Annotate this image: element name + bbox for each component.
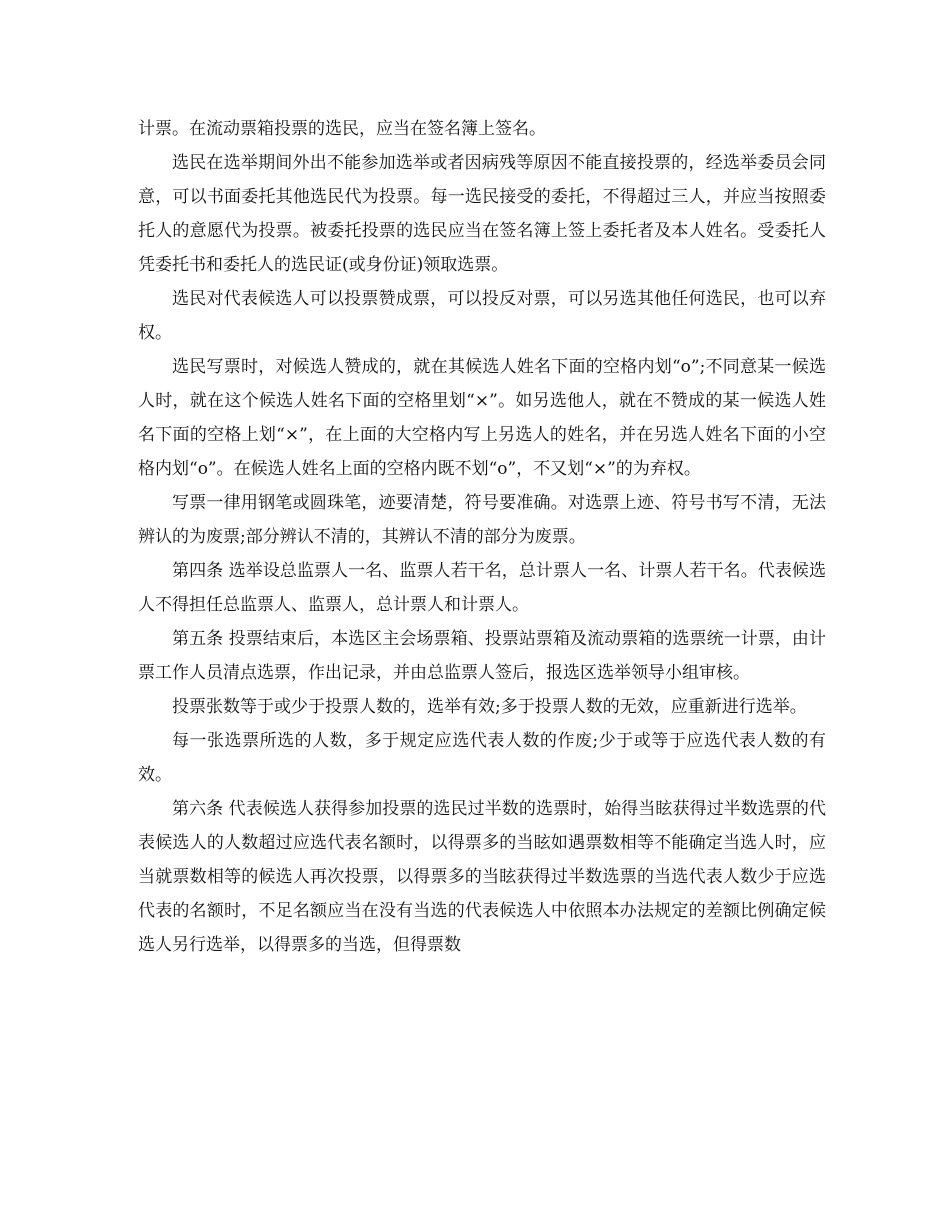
paragraph: 计票。在流动票箱投票的选民，应当在签名簿上签名。 — [138, 119, 546, 139]
article-paragraph: 第六条 代表候选人获得参加投票的选民过半数的选票时，始得当眩获得过半数选票的代表候选人的人数超过应选代表名额时，以得票多的当眩如遇票数相等不能确定当选人时，应当就票数相等的候选人再次投票，以得票多的当眩获得过半数选票的当选代表人数少于应选代表的名额时，不足名额应当在没有当选的代表候选人中依照本办法规定的差额比例确定候选人另行选举，以得票多的当选，但得票数 — [138, 799, 826, 955]
paragraph: 选民写票时，对候选人赞成的，就在其候选人姓名下面的空格内划“o”;不同意某一候选人时，就在这个候选人姓名下面的空格里划“×”。如另选他人，就在不赞成的某一候选人姓名下面的空格上划“×”，在上面的大空格内写上另选人的姓名，并在另选人姓名下面的小空格内划“o”。在候选人姓名上面的空格内既不划“o”，不又划“×”的为弃权。 — [138, 357, 826, 479]
article-paragraph: 第五条 投票结束后，本选区主会场票箱、投票站票箱及流动票箱的选票统一计票，由计票工作人员清点选票，作出记录，并由总监票人签后，报选区选举领导小组审核。 — [138, 629, 826, 683]
paragraph: 选民在选举期间外出不能参加选举或者因病残等原因不能直接投票的，经选举委员会同意，可以书面委托其他选民代为投票。每一选民接受的委托，不得超过三人，并应当按照委托人的意愿代为投票。被委托投票的选民应当在签名簿上签上委托者及本人姓名。受委托人凭委托书和委托人的选民证(或身份证)领取选票。 — [138, 153, 826, 275]
article-paragraph: 第四条 选举设总监票人一名、监票人若干名，总计票人一名、计票人若干名。代表候选人不得担任总监票人、监票人，总计票人和计票人。 — [138, 561, 826, 615]
paragraph: 选民对代表候选人可以投票赞成票，可以投反对票，可以另选其他任何选民，也可以弃权。 — [138, 289, 826, 343]
paragraph: 写票一律用钢笔或圆珠笔，迹要清楚，符号要准确。对选票上迹、符号书写不清，无法辨认的为废票;部分辨认不清的，其辨认不清的部分为废票。 — [138, 493, 826, 547]
document-body — [138, 112, 826, 962]
paragraph: 每一张选票所选的人数，多于规定应选代表人数的作废;少于或等于应选代表人数的有效。 — [138, 731, 826, 785]
paragraph: 投票张数等于或少于投票人数的，选举有效;多于投票人数的无效，应重新进行选举。 — [172, 697, 807, 717]
